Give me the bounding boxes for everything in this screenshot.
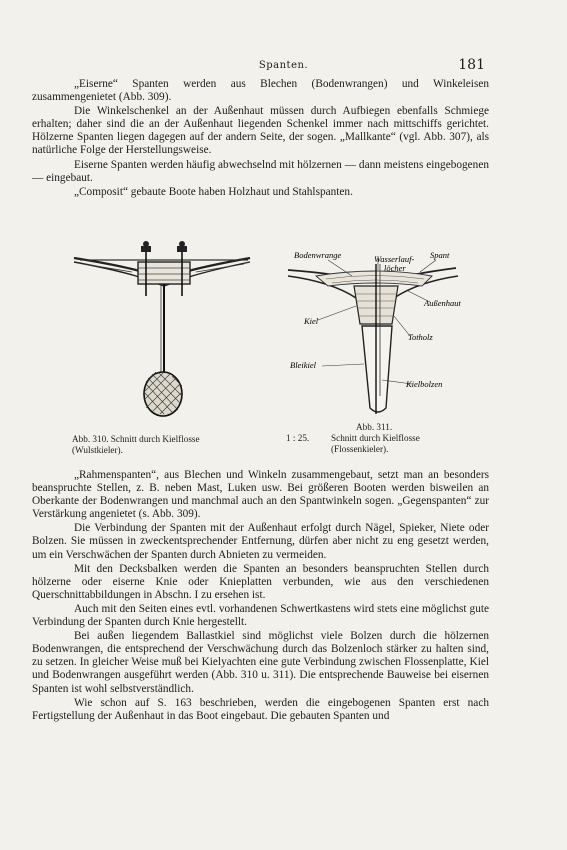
paragraph: „Composit“ gebaute Boote haben Holzhaut und Stahlspanten.	[74, 185, 353, 198]
paragraph: Mit den Decksbalken werden die Spanten an besonders beanspruchten Stellen durch hölzerne oder eiserne Knie oder Knieplatten verbunden, wie aus den verschiedenen Querschnittabbildungen in Abschn. I zu ersehen ist.	[32, 562, 489, 601]
figure-310	[72, 236, 252, 430]
paragraph: „Eiserne“ Spanten werden aus Blechen (Bodenwrangen) und Winkeleisen zusammengenietet (Abb. 309).	[32, 78, 489, 104]
label-kiel: Kiel	[304, 316, 319, 326]
figure-311	[282, 246, 482, 428]
figure-310-drawing	[72, 236, 252, 426]
label-bleikiel: Bleikiel	[290, 360, 316, 370]
text-block-top	[32, 78, 489, 200]
paragraph: Eiserne Spanten werden häufig abwechselnd mit hölzernen — dann meistens eingebogenen — eingebaut.	[32, 158, 489, 184]
running-head: Spanten.	[258, 60, 309, 71]
figure-311-scale: 1 : 25.	[286, 433, 310, 443]
paragraph: Bei außen liegendem Ballastkiel sind möglichst viele Bolzen durch die hölzernen Bodenwrangen, die entsprechend der Verschwächung durch das Bolzenloch stärker zu halten sind, zu setzen. In gleicher Weise muß bei Kielyachten eine gute Verbindung zwischen Flossenplatte, Kiel und Bodenwrangen ausgeführt werden (Abb. 310 u. 311). Die entsprechende Bauweise bei eisernen Spanten ist wohl selbstverständlich.	[32, 630, 489, 695]
paragraph: Die Verbindung der Spanten mit der Außenhaut erfolgt durch Nägel, Spieker, Niete oder Bolzen. Sie müssen in zweckentsprechender Entfernung, dürfen aber nicht zu eng gesetzt werden, um ein Verschwächen der Spanten durch Abnieten zu vermeiden.	[32, 522, 489, 561]
paragraph: Wie schon auf S. 163 beschrieben, werden die eingebogenen Spanten erst nach Fertigstellung der Außenhaut in das Boot eingebaut. Die gebauten Spanten und	[32, 696, 489, 722]
paragraph: Auch mit den Seiten eines evtl. vorhandenen Schwertkastens wird stets eine möglichst gute Verbindung der Spanten durch Knie hergestellt.	[32, 602, 489, 629]
label-totholz: Totholz	[408, 332, 433, 342]
label-aussenhaut: Außenhaut	[424, 298, 461, 308]
paragraph: Die Winkelschenkel an der Außenhaut müssen durch Aufbiegen ebenfalls Schmiege erhalten; daher sind die an der Außenhaut liegenden Schenkel immer nach mittschiffs gerichtet. Hölzerne Spanten liegen dagegen auf der andern Seite, der sogen. „Mallkante“ (vgl. Abb. 307), als natürliche Folge der Herstellungsweise.	[32, 105, 489, 157]
page-number: 181	[458, 57, 485, 73]
label-spant: Spant	[430, 250, 450, 260]
figure-311-drawing	[282, 246, 482, 424]
label-bodenwrange: Bodenwrange	[294, 250, 342, 260]
label-loecher: löcher	[384, 263, 406, 273]
text-block-bottom	[32, 469, 489, 724]
figure-311-caption: Schnitt durch Kielflosse (Flossenkieler).	[331, 433, 420, 454]
figure-311-number: Abb. 311.	[356, 422, 393, 432]
label-wasserlauf: Wasserlauf-	[374, 254, 415, 264]
label-kielbolzen: Kielbolzen	[406, 379, 443, 389]
paragraph: „Rahmenspanten“, aus Blechen und Winkeln zusammengebaut, setzt man an besonders beanspruchte Stellen, z. B. neben Mast, Luken usw. Bei größeren Booten werden bisweilen an Oberkante der Bodenwrangen und manchmal auch an den Spantwinkeln sogen. „Gegenspanten“ zur Verstärkung angenietet (s. Abb. 309).	[32, 469, 489, 521]
figure-310-caption: Abb. 310. Schnitt durch Kielflosse (Wulstkieler).	[72, 434, 200, 455]
